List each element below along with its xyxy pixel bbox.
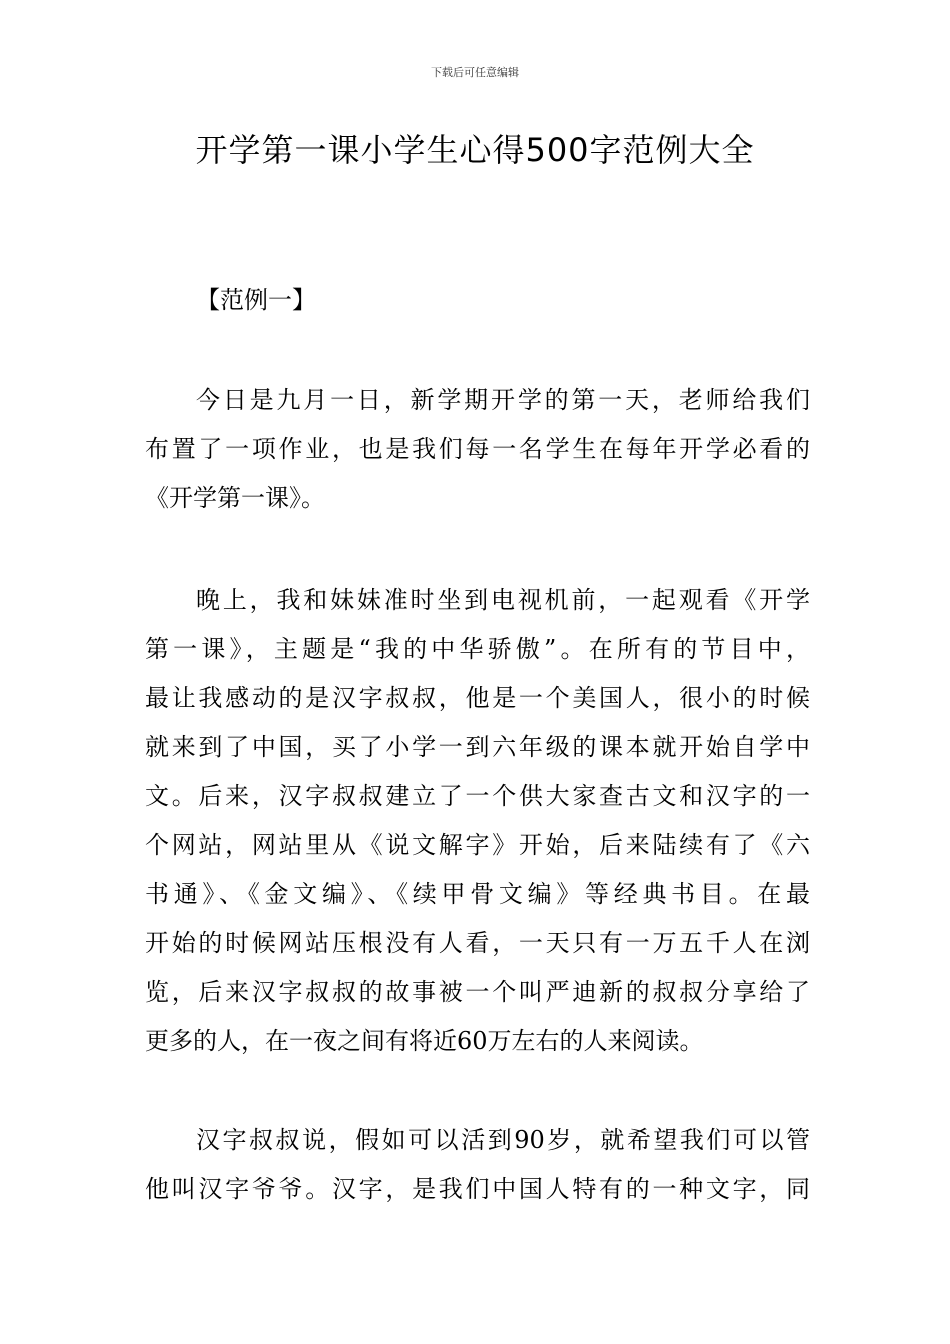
text-line: 个网站，网站里从《说文解字》开始，后来陆续有了《六	[145, 831, 810, 859]
text-line: 今日是九月一日，新学期开学的第一天，老师给我们	[196, 386, 810, 414]
paragraph-3	[145, 1116, 810, 1214]
text-line: 更多的人，在一夜之间有将近60万左右的人来阅读。	[145, 1027, 704, 1055]
text-line: 布置了一项作业，也是我们每一名学生在每年开学必看的	[145, 435, 810, 463]
paragraph-2	[145, 576, 810, 1066]
paragraph-1	[145, 376, 810, 523]
text-line: 《开学第一课》。	[145, 484, 325, 512]
section-label: 【范例一】	[196, 286, 316, 314]
text-line: 书通》、《金文编》、《续甲骨文编》等经典书目。在最	[145, 880, 810, 908]
text-line: 第一课》，主题是“我的中华骄傲”。在所有的节目中，	[145, 635, 810, 663]
header-note: 下载后可任意编辑	[431, 66, 519, 79]
text-line: 他叫汉字爷爷。汉字，是我们中国人特有的一种文字，同	[145, 1175, 810, 1203]
text-line: 就来到了中国，买了小学一到六年级的课本就开始自学中	[145, 733, 810, 761]
text-line: 晚上，我和妹妹准时坐到电视机前，一起观看《开学	[196, 586, 810, 614]
text-line: 开始的时候网站压根没有人看，一天只有一万五千人在浏	[145, 929, 810, 957]
document-title: 开学第一课小学生心得500字范例大全	[195, 131, 755, 169]
text-line: 最让我感动的是汉字叔叔，他是一个美国人，很小的时候	[145, 684, 810, 712]
text-line: 汉字叔叔说，假如可以活到90岁，就希望我们可以管	[196, 1126, 810, 1154]
text-line: 文。后来，汉字叔叔建立了一个供大家查古文和汉字的一	[145, 782, 810, 810]
text-line: 览，后来汉字叔叔的故事被一个叫严迪新的叔叔分享给了	[145, 978, 810, 1006]
